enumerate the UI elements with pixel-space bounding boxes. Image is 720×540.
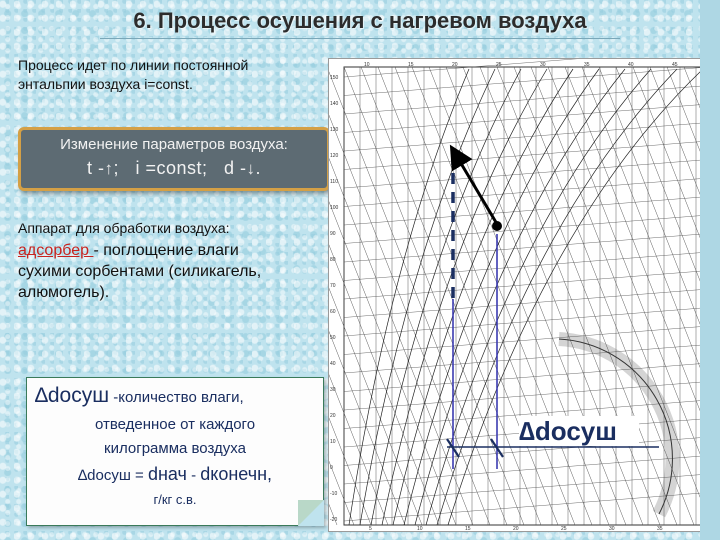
isotherm-line <box>344 327 702 355</box>
isotherm-line <box>344 123 702 151</box>
formula-lhs: dосуш <box>87 467 131 484</box>
definition-note <box>26 377 324 526</box>
formula-eq: = <box>130 467 148 484</box>
left-tick-label: 110 <box>330 179 338 185</box>
left-tick-label: 90 <box>330 231 336 237</box>
bottom-tick-label: 30 <box>609 526 615 531</box>
top-tick-label: 25 <box>496 62 502 68</box>
enthalpy-line <box>582 67 709 525</box>
device-name: адсорбер <box>18 242 94 259</box>
device-label: Аппарат для обработки воздуха: <box>18 220 230 236</box>
d-osush-chart-label <box>519 416 639 446</box>
left-tick-label: 40 <box>330 361 336 367</box>
formula-delta: ∆ <box>77 467 88 484</box>
enthalpy-line <box>565 67 709 525</box>
left-tick-label: 120 <box>330 153 339 159</box>
isotherm-line <box>344 271 702 299</box>
note-line-2: отведенное от каждого <box>94 416 256 433</box>
left-tick-label: 50 <box>330 335 336 341</box>
chart-delta-symbol: ∆ <box>519 416 535 446</box>
i-label: i =const; <box>135 158 208 178</box>
t-label: t - <box>86 158 105 178</box>
left-tick-label: 150 <box>330 75 339 81</box>
note-line-1-rest: -количество влаги, <box>109 389 244 406</box>
isotherm-line <box>344 142 702 170</box>
bottom-tick-label: 15 <box>465 526 471 531</box>
note-line-3: килограмма воздуха <box>104 440 246 457</box>
top-tick-label: 45 <box>672 62 678 68</box>
enthalpy-line <box>329 67 371 525</box>
device-description <box>18 240 328 303</box>
enthalpy-line <box>361 67 541 525</box>
isotherm-line <box>344 197 702 225</box>
left-tick-label: -20 <box>330 517 338 523</box>
bottom-tick-label: 35 <box>657 526 663 531</box>
note-line-1 <box>35 384 319 408</box>
enthalpy-line <box>329 67 337 525</box>
id-diagram-chart <box>328 58 710 532</box>
left-tick-label: 10 <box>330 439 336 445</box>
left-tick-label: -10 <box>330 491 338 497</box>
enthalpy-line <box>480 67 660 525</box>
delta-symbol: ∆ <box>35 384 48 407</box>
slide-title: 6. Процесс осушения с нагревом воздуха <box>133 8 587 33</box>
id-diagram-svg <box>329 59 709 531</box>
left-tick-label: 60 <box>330 309 336 315</box>
arrow-down-icon: ↓ <box>246 159 256 178</box>
left-tick-label: 140 <box>330 101 339 107</box>
right-edge-strip <box>700 0 720 540</box>
intro-text <box>18 56 328 94</box>
enthalpy-line <box>329 67 405 525</box>
formula-d-end: dконечн, <box>200 464 273 484</box>
sep-1: ; <box>113 158 119 178</box>
enthalpy-line <box>616 67 709 525</box>
top-tick-label: 10 <box>364 62 370 68</box>
enthalpy-line <box>599 67 709 525</box>
left-tick-label: 0 <box>330 465 333 471</box>
formula-d-start: dнач <box>147 464 187 484</box>
top-tick-label: 15 <box>408 62 414 68</box>
humidity-curve <box>349 69 469 525</box>
intro-line-1: Процесс идет по линии постоянной <box>18 57 249 73</box>
title-divider <box>100 38 620 39</box>
initial-state-point <box>492 221 502 231</box>
device-desc-1: - поглощение влаги <box>93 242 239 259</box>
left-tick-label: 70 <box>330 283 336 289</box>
enthalpy-line <box>329 67 354 525</box>
chart-d-osush-symbol: dосуш <box>534 416 617 446</box>
humidity-curve <box>360 69 495 525</box>
top-tick-label: 30 <box>540 62 546 68</box>
bottom-tick-label: 20 <box>513 526 519 531</box>
bottom-tick-label: 25 <box>561 526 567 531</box>
bottom-tick-label: 10 <box>417 526 423 531</box>
intro-line-2: энтальпии воздуха i=const. <box>18 76 193 92</box>
isotherm-line <box>344 160 702 188</box>
top-tick-label: 20 <box>452 62 458 68</box>
page-curl-corner <box>298 500 324 526</box>
enthalpy-line <box>329 67 507 525</box>
enthalpy-line <box>378 67 558 525</box>
parameters-line <box>21 158 327 179</box>
d-osush-symbol: dосуш <box>47 384 110 407</box>
bottom-tick-label: 5 <box>369 526 372 531</box>
arrow-up-icon: ↑ <box>104 159 114 178</box>
top-tick-label: 35 <box>584 62 590 68</box>
left-tick-label: 20 <box>330 413 336 419</box>
note-units: г/кг с.в. <box>153 492 197 507</box>
device-desc-2: сухими сорбентами (силикагель, <box>18 263 262 280</box>
top-tick-label: 40 <box>628 62 634 68</box>
enthalpy-line <box>329 67 456 525</box>
isotherm-line <box>344 290 702 318</box>
left-tick-label: 30 <box>330 387 336 393</box>
formula-minus: - <box>186 467 201 484</box>
note-formula <box>27 464 323 485</box>
line-end: . <box>255 158 262 178</box>
isotherm-line <box>344 253 702 281</box>
parameters-box <box>18 127 330 191</box>
device-desc-3: алюмогель). <box>18 284 110 301</box>
left-tick-label: 130 <box>330 127 339 133</box>
enthalpy-line <box>548 67 709 525</box>
d-label: d - <box>224 158 247 178</box>
process-arrow <box>456 155 497 224</box>
isotherm-line <box>344 234 702 262</box>
parameters-title: Изменение параметров воздуха: <box>60 136 288 153</box>
enthalpy-line <box>329 67 388 525</box>
left-tick-label: 80 <box>330 257 336 263</box>
left-tick-label: 100 <box>330 205 339 211</box>
humidity-curve <box>393 69 573 525</box>
